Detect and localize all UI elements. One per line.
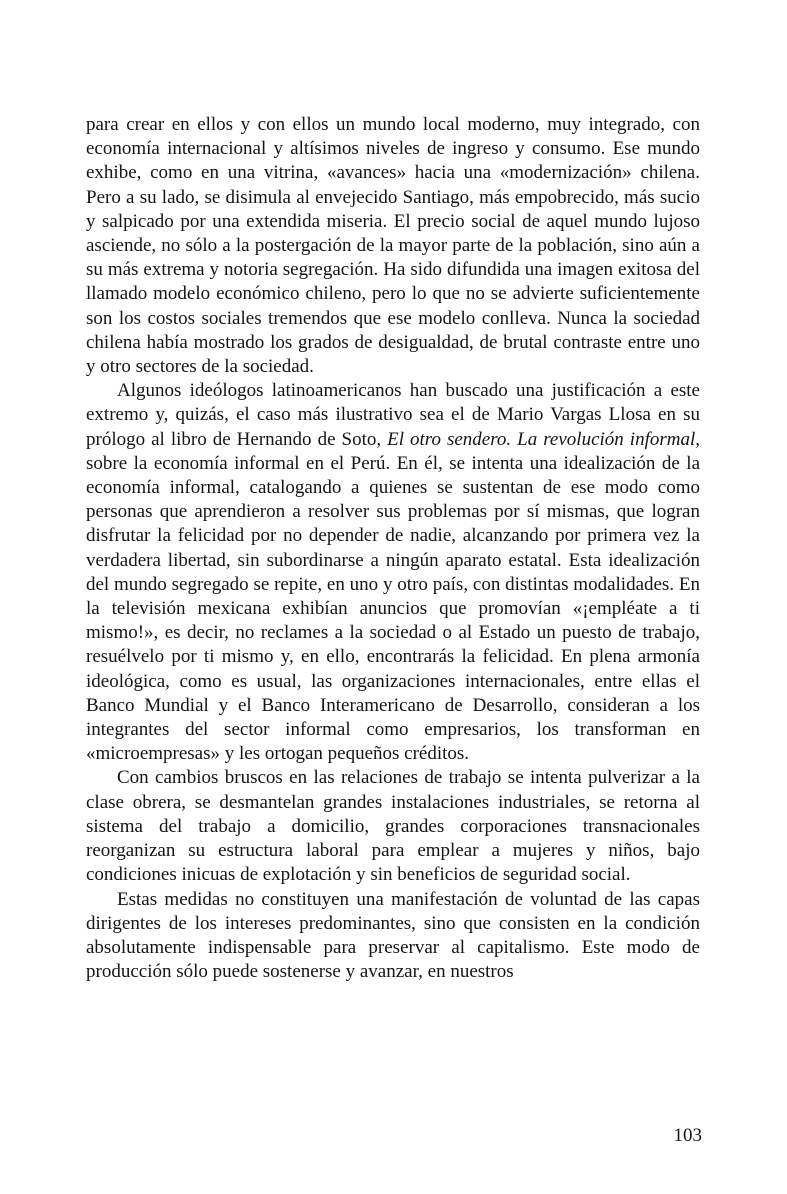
paragraph-text: Con cambios bruscos en las relaciones de trabajo se intenta pulverizar a la clase obrera, se desmantelan grandes instalaciones industriales, se retorna al sistema del trabajo a domicilio, grandes corporaciones transnacionales reorganizan su estructura laboral para emplear a mujeres y niños, bajo condiciones inicuas de explotación y sin beneficios de seguridad social. xyxy=(86,767,700,886)
page-number: 103 xyxy=(673,1125,702,1146)
paragraph-text: para crear en ellos y con ellos un mundo local moderno, muy integrado, con economía internacional y altísimos niveles de ingreso y consumo. Ese mundo exhibe, como en una vitrina, «avances» hacia una «modernización» chilena. Pero a su lado, se disimula al envejecido Santiago, más empobrecido, más sucio y salpicado por una extendida miseria. El precio social de aquel mundo lujoso asciende, no sólo a la postergación de la mayor parte de la población, sino aún a su más extrema y notoria segregación. Ha sido difundida una imagen exitosa del llamado modelo económico chileno, pero lo que no se advierte suficientemente son los costos sociales tremendos que ese modelo conlleva. Nunca la sociedad chilena había mostrado los grados de desigualdad, de brutal contraste entre uno y otro sectores de la sociedad. xyxy=(86,114,700,378)
book-title: El otro sendero. La revolución informal, xyxy=(387,428,700,450)
paragraph xyxy=(86,888,700,985)
paragraph xyxy=(86,766,700,887)
paragraph xyxy=(86,379,700,766)
paragraph-text: Algunos ideólogos latinoamericanos han buscado una justificación a este extremo y, quizás, el caso más ilustrativo sea el de Mario Vargas Llosa en su prólogo al libro de Hernando de Soto, xyxy=(86,380,700,450)
paragraph-text: sobre la economía informal en el Perú. En él, se intenta una idealización de la economía informal, catalogando a quienes se sustentan de ese modo como personas que aprendieron a resolver sus problemas por sí mismas, que logran disfrutar la felicidad por no depender de nadie, alcanzando por primera vez la verdadera libertad, sin subordinarse a ningún aparato estatal. Esta idealización del mundo segregado se repite, en uno y otro país, con distintas modalidades. En la televisión mexicana exhibían anuncios que promovían «¡empléate a ti mismo!», es decir, no reclames a la sociedad o al Estado un puesto de trabajo, resuélvelo por ti mismo y, en ello, encontrarás la felicidad. En plena armonía ideológica, como es usual, las organizaciones internacionales, entre ellas el Banco Mundial y el Banco Interamericano de Desarrollo, consideran a los integrantes del sector informal como empresarios, los transforman en «microempresas» y les ortogan pequeños créditos. xyxy=(86,452,700,765)
body-text xyxy=(86,113,700,984)
paragraph xyxy=(86,113,700,379)
paragraph-text: Estas medidas no constituyen una manifestación de voluntad de las capas dirigentes de los intereses predominantes, sino que consisten en la condición absolutamente indispensable para preservar al capitalismo. Este modo de producción sólo puede sostenerse y avanzar, en nuestros xyxy=(86,888,700,983)
